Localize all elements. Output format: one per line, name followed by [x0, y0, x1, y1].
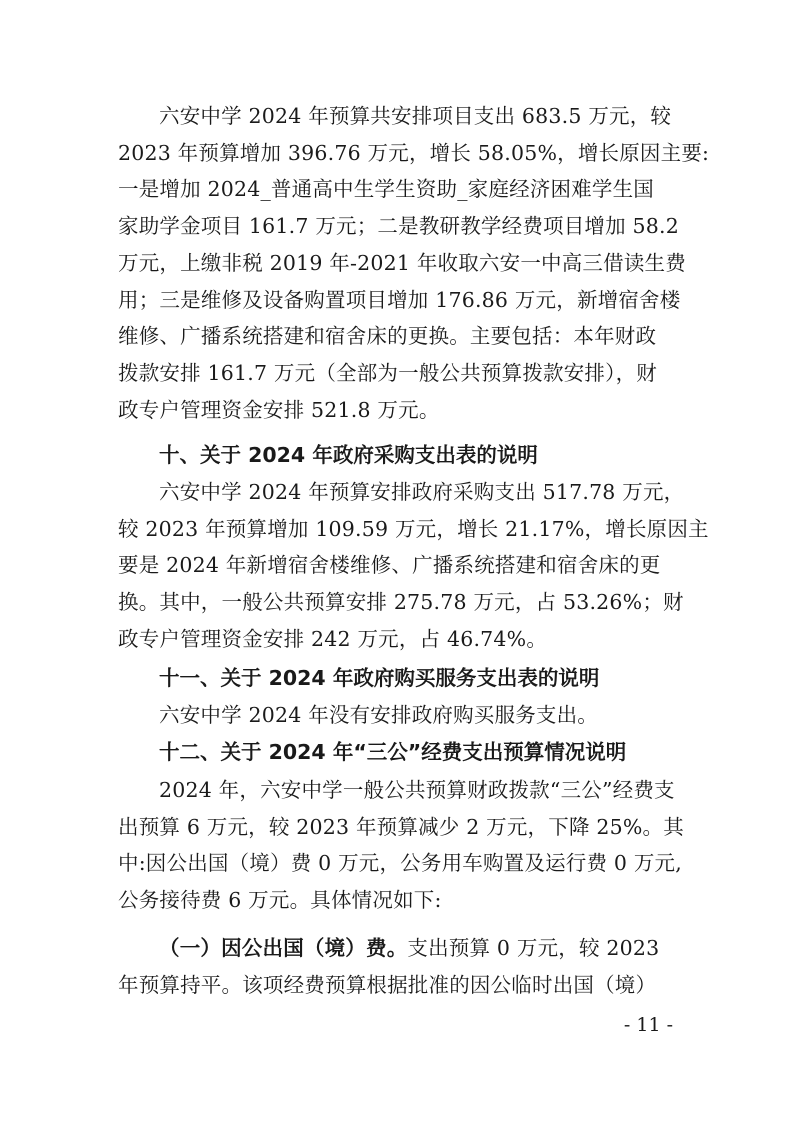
text-line: 较 2023 年预算增加 109.59 万元，增长 21.17%，增长原因主	[118, 516, 709, 541]
text-line: 换。其中，一般公共预算安排 275.78 万元，占 53.26%；财	[118, 590, 684, 615]
text-line: 家助学金项目 161.7 万元；二是教研教学经费项目增加 58.2	[118, 214, 679, 239]
text-line: 维修、广播系统搭建和宿舍床的更换。主要包括：本年财政	[118, 324, 657, 349]
text-line: 用；三是维修及设备购置项目增加 176.86 万元，新增宿舍楼	[118, 287, 681, 312]
text-line: 年预算持平。该项经费预算根据批准的因公临时出国（境）	[118, 972, 657, 997]
text-line: 万元，上缴非税 2019 年-2021 年收取六安一中高三借读生费	[118, 250, 686, 275]
text-line: 2023 年预算增加 396.76 万元，增长 58.05%，增长原因主要:	[118, 140, 710, 165]
text-line: 出预算 6 万元，较 2023 年预算减少 2 万元，下降 25%。其	[118, 814, 684, 839]
text-line: 要是 2024 年新增宿舍楼维修、广播系统搭建和宿舍床的更	[118, 553, 661, 578]
paragraph-project-expenditure	[118, 98, 710, 428]
text-line: 一是增加 2024_普通高中生学生资助_家庭经济困难学生国	[118, 177, 654, 202]
text-line: 2024 年，六安中学一般公共预算财政拨款“三公”经费支	[159, 778, 675, 802]
text-line: 政专户管理资金安排 242 万元，占 46.74%。	[118, 626, 548, 651]
text-line: 六安中学 2024 年没有安排政府购买服务支出。	[159, 703, 599, 727]
subsection-text: 支出预算 0 万元，较 2023	[407, 936, 660, 960]
text-line	[118, 930, 674, 967]
page-number: - 11 -	[623, 1014, 673, 1036]
paragraph-outbound-travel	[118, 930, 674, 1003]
subsection-lead: （一）因公出国（境）费。	[159, 936, 408, 960]
text-line: 中:因公出国（境）费 0 万元，公务用车购置及运行费 0 万元,	[118, 851, 682, 876]
text-line: 政专户管理资金安排 521.8 万元。	[118, 397, 440, 422]
text-line: 六安中学 2024 年预算共安排项目支出 683.5 万元，较	[159, 104, 672, 128]
paragraph-purchase-services	[118, 697, 674, 734]
paragraph-procurement	[118, 474, 709, 658]
section-heading-10: 十、关于 2024 年政府采购支出表的说明	[159, 443, 538, 467]
paragraph-three-public	[118, 772, 684, 919]
section-heading-12: 十二、关于 2024 年“三公”经费支出预算情况说明	[159, 740, 627, 764]
text-line: 公务接待费 6 万元。具体情况如下:	[118, 888, 442, 913]
text-line: 拨款安排 161.7 万元（全部为一般公共预算拨款安排），财	[118, 360, 657, 385]
section-heading-11: 十一、关于 2024 年政府购买服务支出表的说明	[159, 666, 600, 690]
text-line: 六安中学 2024 年预算安排政府采购支出 517.78 万元，	[159, 480, 685, 504]
